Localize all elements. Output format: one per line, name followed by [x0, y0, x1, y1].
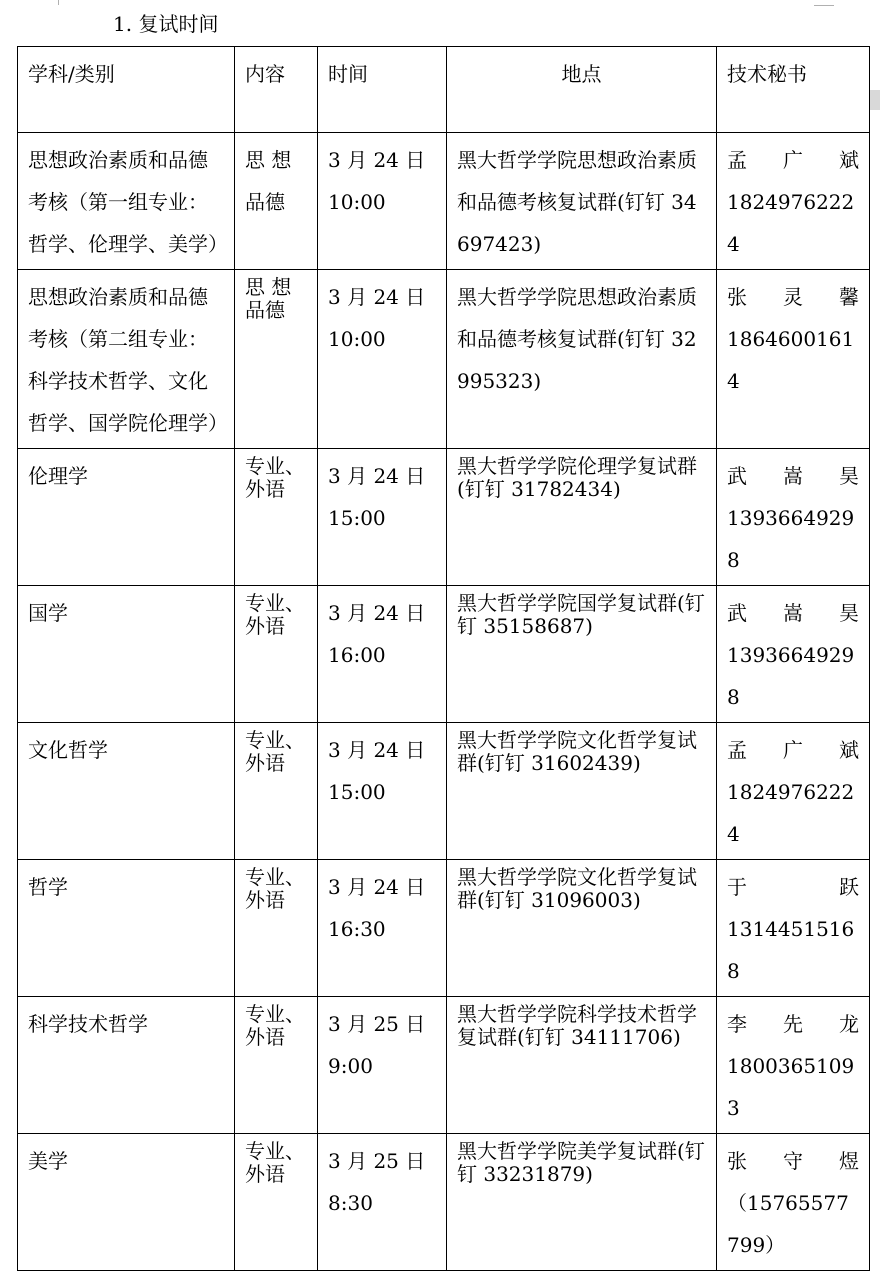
- table-row: [18, 860, 870, 997]
- header-content: 内容: [235, 47, 318, 133]
- secretary-cell: [717, 133, 870, 270]
- secretary-phone: 18646001614: [727, 327, 855, 393]
- content-cell: 专业、外语: [235, 449, 318, 586]
- subject-cell: 伦理学: [18, 449, 235, 586]
- place-cell: 黑大哲学学院科学技术哲学复试群(钉钉 34111706): [447, 997, 717, 1134]
- secretary-phone: 13936649298: [727, 506, 855, 572]
- secretary-name: 张 守 煜: [727, 1149, 859, 1173]
- secretary-name: 孟 广 斌: [727, 738, 859, 762]
- subject-cell: 哲学: [18, 860, 235, 997]
- secretary-cell: [717, 270, 870, 449]
- subject-cell: 思想政治素质和品德考核（第二组专业：科学技术哲学、文化哲学、国学院伦理学）: [18, 270, 235, 449]
- subject-cell: 文化哲学: [18, 723, 235, 860]
- secretary-name: 孟 广 斌: [727, 148, 859, 172]
- secretary-phone: 13936649298: [727, 643, 855, 709]
- page-corner-mark-right: [814, 0, 834, 6]
- content-cell: 专业、外语: [235, 860, 318, 997]
- secretary-cell: [717, 997, 870, 1134]
- time-cell: 3 月 25 日 9:00: [318, 997, 447, 1134]
- time-cell: 3 月 24 日 10:00: [318, 133, 447, 270]
- content-cell: 思 想 品德: [235, 270, 318, 449]
- place-cell: 黑大哲学学院美学复试群(钉钉 33231879): [447, 1134, 717, 1271]
- place-cell: 黑大哲学学院伦理学复试群(钉钉 31782434): [447, 449, 717, 586]
- place-cell: 黑大哲学学院思想政治素质和品德考核复试群(钉钉 34697423): [447, 133, 717, 270]
- table-row: [18, 723, 870, 860]
- content-cell: 专业、外语: [235, 586, 318, 723]
- table-header-row: [18, 47, 870, 133]
- secretary-phone: （15765577799）: [727, 1191, 849, 1257]
- secretary-cell: [717, 1134, 870, 1271]
- table-row: [18, 449, 870, 586]
- secretary-phone: 18249762224: [727, 190, 855, 256]
- time-cell: 3 月 24 日 10:00: [318, 270, 447, 449]
- place-cell: 黑大哲学学院思想政治素质和品德考核复试群(钉钉 32995323): [447, 270, 717, 449]
- time-cell: 3 月 24 日 16:00: [318, 586, 447, 723]
- subject-cell: 美学: [18, 1134, 235, 1271]
- table-row: [18, 997, 870, 1134]
- secretary-cell: [717, 860, 870, 997]
- content-cell: 专业、外语: [235, 1134, 318, 1271]
- content-cell: 专业、外语: [235, 997, 318, 1134]
- time-cell: 3 月 24 日 15:00: [318, 449, 447, 586]
- time-cell: 3 月 24 日 16:30: [318, 860, 447, 997]
- header-place: 地点: [447, 47, 717, 133]
- secretary-name: 于 跃: [727, 875, 859, 899]
- secretary-cell: [717, 586, 870, 723]
- scrollbar-thumb[interactable]: [870, 90, 880, 110]
- place-cell: 黑大哲学学院文化哲学复试群(钉钉 31602439): [447, 723, 717, 860]
- subject-cell: 科学技术哲学: [18, 997, 235, 1134]
- section-heading: 1. 复试时间: [113, 12, 219, 36]
- secretary-phone: 18003651093: [727, 1054, 855, 1120]
- header-secretary: 技术秘书: [717, 47, 870, 133]
- subject-cell: 思想政治素质和品德考核（第一组专业：哲学、伦理学、美学）: [18, 133, 235, 270]
- subject-cell: 国学: [18, 586, 235, 723]
- place-cell: 黑大哲学学院文化哲学复试群(钉钉 31096003): [447, 860, 717, 997]
- page-corner-mark-left: [58, 0, 60, 5]
- content-cell: 专业、外语: [235, 723, 318, 860]
- secretary-phone: 13144515168: [727, 917, 855, 983]
- secretary-name: 李 先 龙: [727, 1012, 859, 1036]
- schedule-table: [17, 46, 870, 1271]
- table-row: [18, 133, 870, 270]
- table-row: [18, 586, 870, 723]
- header-subject: 学科/类别: [18, 47, 235, 133]
- time-cell: 3 月 24 日 15:00: [318, 723, 447, 860]
- table-row: [18, 1134, 870, 1271]
- header-time: 时间: [318, 47, 447, 133]
- table-row: [18, 270, 870, 449]
- place-cell: 黑大哲学学院国学复试群(钉钉 35158687): [447, 586, 717, 723]
- secretary-name: 武 嵩 昊: [727, 601, 859, 625]
- secretary-cell: [717, 723, 870, 860]
- secretary-name: 武 嵩 昊: [727, 464, 859, 488]
- secretary-cell: [717, 449, 870, 586]
- secretary-name: 张 灵 馨: [727, 285, 859, 309]
- time-cell: 3 月 25 日 8:30: [318, 1134, 447, 1271]
- content-cell: 思 想 品德: [235, 133, 318, 270]
- secretary-phone: 18249762224: [727, 780, 855, 846]
